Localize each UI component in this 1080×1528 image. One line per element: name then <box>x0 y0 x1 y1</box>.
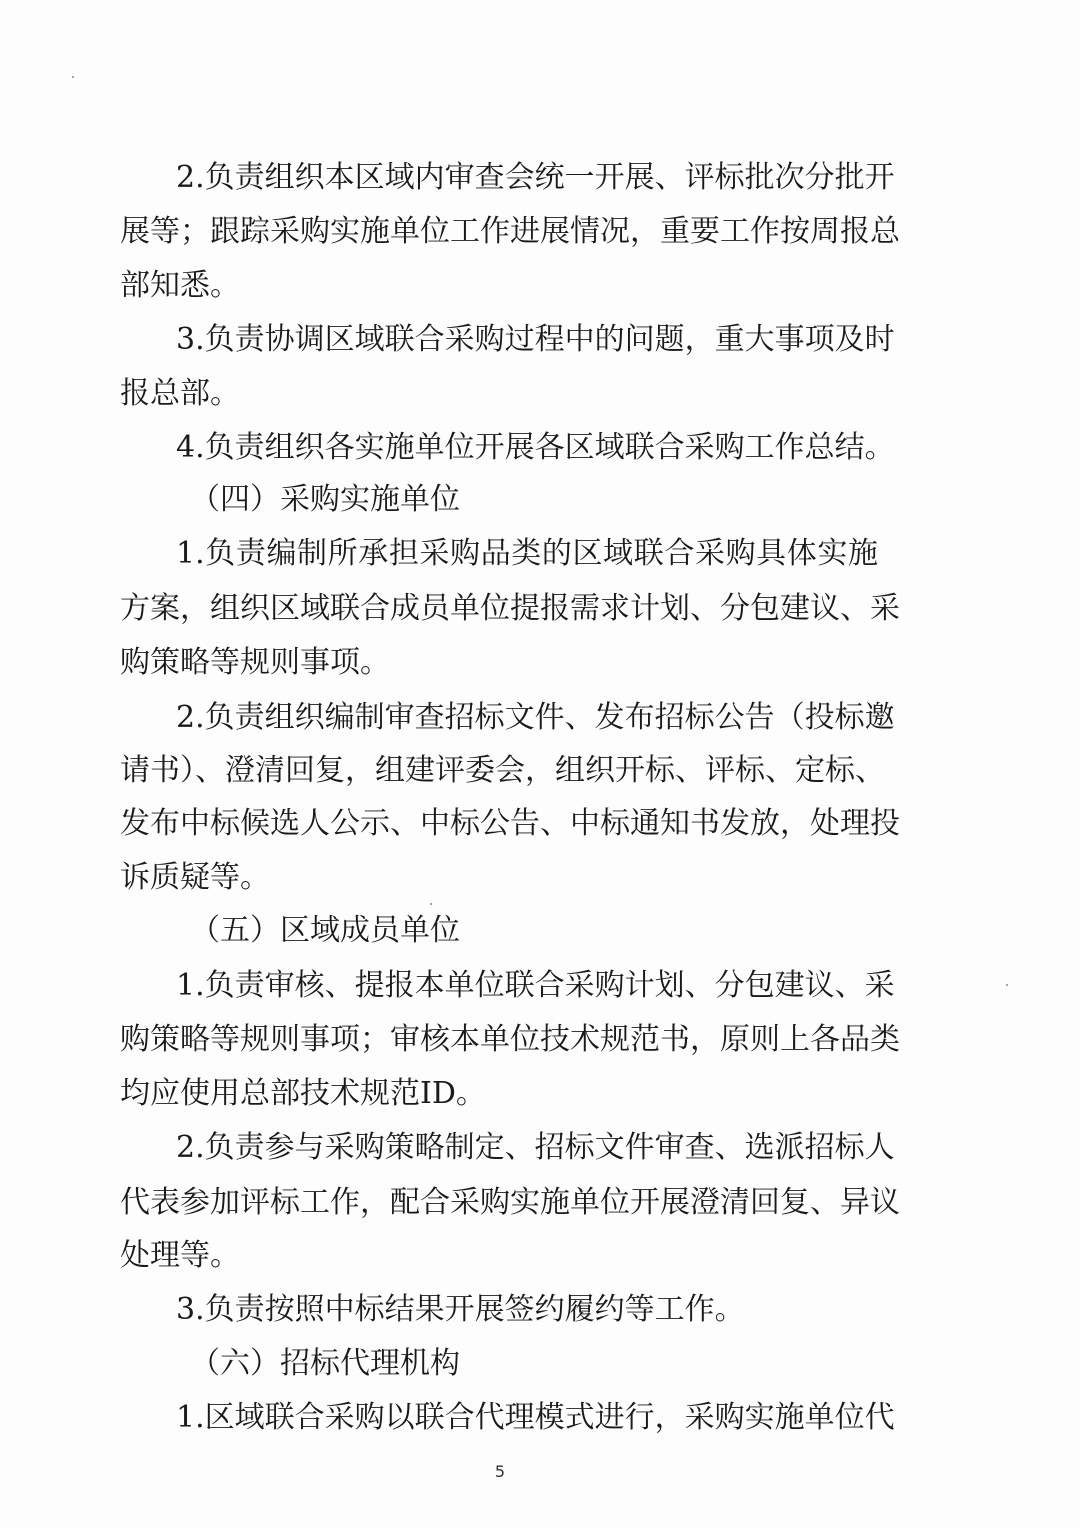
paragraph-line: 2.负责参与采购策略制定、招标文件审查、选派招标人 <box>176 1130 895 1165</box>
section-heading: （四）采购实施单位 <box>190 482 460 517</box>
paragraph-line: 3.负责按照中标结果开展签约履约等工作。 <box>176 1292 745 1327</box>
paragraph-line: 报总部。 <box>120 376 240 411</box>
section-heading: （五）区域成员单位 <box>190 913 460 948</box>
paragraph-line: 购策略等规则事项。 <box>120 645 390 680</box>
paragraph-line: 1.负责编制所承担采购品类的区域联合采购具体实施 <box>176 536 878 571</box>
paragraph-line: 诉质疑等。 <box>120 860 270 895</box>
paragraph-line: 1.区域联合采购以联合代理模式进行，采购实施单位代 <box>176 1400 895 1435</box>
paragraph-line: 2.负责组织本区域内审查会统一开展、评标批次分批开 <box>176 160 895 195</box>
paragraph-line: 3.负责协调区域联合采购过程中的问题，重大事项及时 <box>176 322 895 357</box>
paragraph-line: 方案，组织区域联合成员单位提报需求计划、分包建议、采 <box>120 591 900 626</box>
scan-speck <box>1006 984 1008 986</box>
paragraph-line: 4.负责组织各实施单位开展各区域联合采购工作总结。 <box>176 430 895 465</box>
paragraph-line: 请书）、澄清回复，组建评委会，组织开标、评标、定标、 <box>120 753 885 788</box>
page-number: 5 <box>494 1462 506 1481</box>
paragraph-line: 处理等。 <box>120 1238 240 1273</box>
paragraph-line: 购策略等规则事项；审核本单位技术规范书，原则上各品类 <box>120 1022 900 1057</box>
paragraph-line: 代表参加评标工作，配合采购实施单位开展澄清回复、异议 <box>120 1185 900 1220</box>
paragraph-line: 1.负责审核、提报本单位联合采购计划、分包建议、采 <box>176 968 895 1003</box>
scan-speck <box>430 903 432 905</box>
paragraph-line: 发布中标候选人公示、中标公告、中标通知书发放，处理投 <box>120 806 900 841</box>
paragraph-line: 部知悉。 <box>120 268 240 303</box>
paragraph-line: 均应使用总部技术规范ID。 <box>120 1076 486 1111</box>
scan-speck <box>72 76 74 78</box>
paragraph-line: 展等；跟踪采购实施单位工作进展情况，重要工作按周报总 <box>120 214 900 249</box>
section-heading: （六）招标代理机构 <box>190 1346 460 1381</box>
paragraph-line: 2.负责组织编制审查招标文件、发布招标公告（投标邀 <box>176 700 895 735</box>
